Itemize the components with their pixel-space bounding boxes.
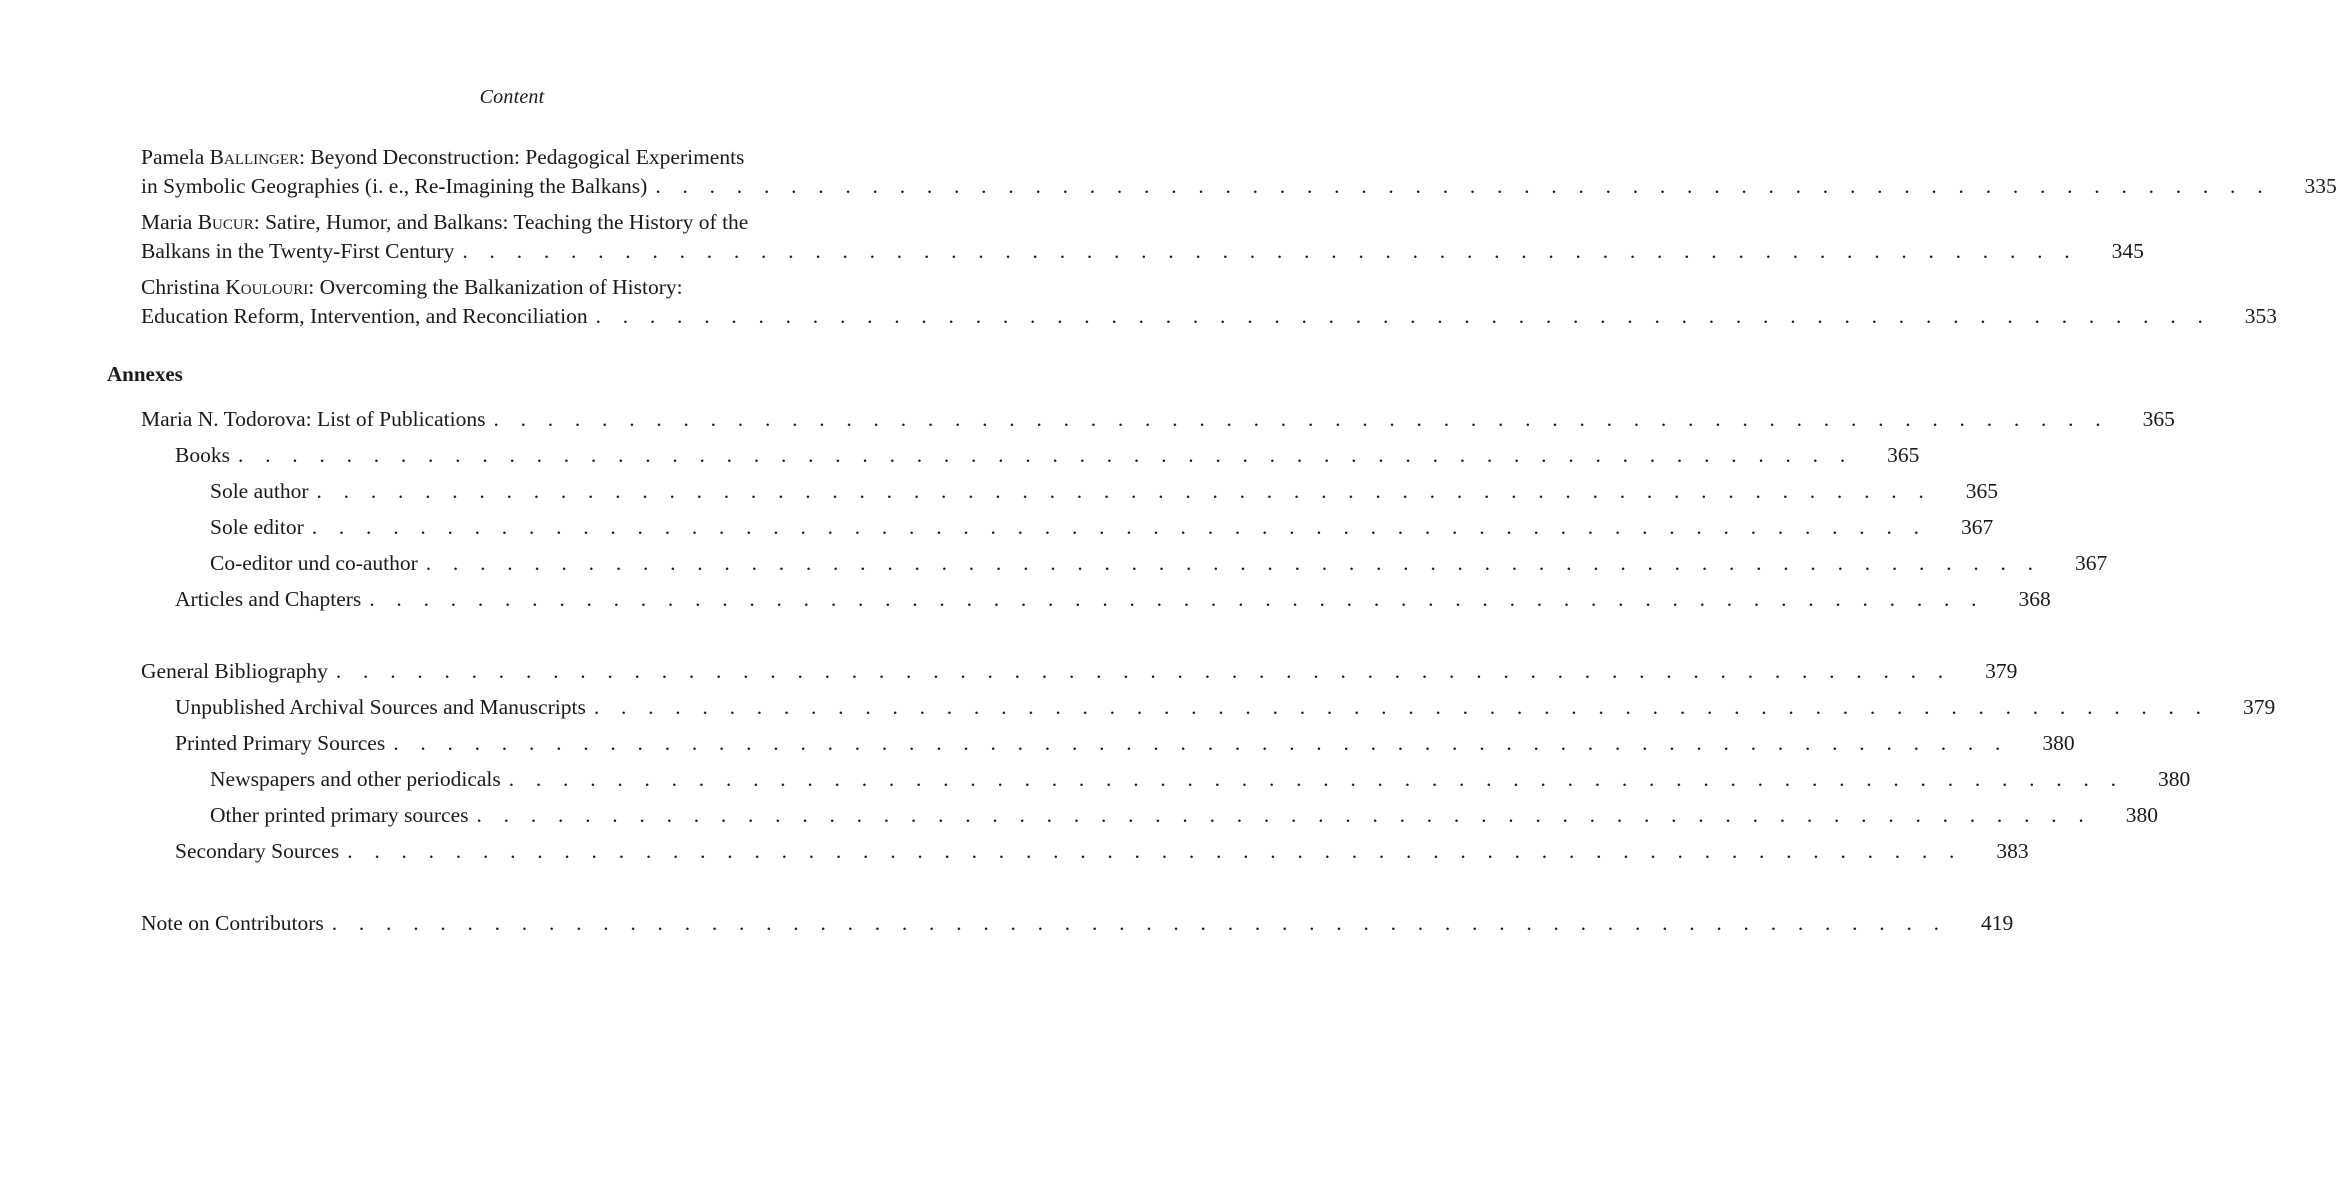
toc-entry-printed-primary[interactable]	[175, 729, 2075, 758]
entry-label: Co-editor und co-author	[210, 551, 418, 575]
dot-leaders: . . . . . . . . . . . . . . . . . . . . . . . . . . . . . . . . . . . . . . . . . . . . . . . . . . . . . . . . . . . .	[311, 515, 1928, 539]
toc-entry-books[interactable]	[175, 441, 1920, 470]
page-number: 380	[2157, 767, 2191, 791]
dot-leaders: . . . . . . . . . . . . . . . . . . . . . . . . . . . . . . . . . . . . . . . . . . . . . . . . . . . . . . . . . . . .	[237, 443, 1854, 467]
dot-leaders: . . . . . . . . . . . . . . . . . . . . . . . . . . . . . . . . . . . . . . . . . . . . . . . . . . . . . . . . . . . .	[655, 174, 2271, 198]
dot-leaders: . . . . . . . . . . . . . . . . . . . . . . . . . . . . . . . . . . . . . . . . . . . . . . . . . . . . . . . . . . . .	[508, 767, 2125, 791]
toc-entry-archival-sources[interactable]	[175, 693, 2276, 722]
entry-label: Books	[175, 443, 230, 467]
page-number: 379	[1985, 659, 2018, 683]
entry-title-line: Christina Koulouri: Overcoming the Balkanization of History:	[141, 275, 683, 299]
page-number: 365	[2142, 407, 2175, 431]
page-number: 353	[2244, 304, 2278, 328]
entry-title-line: in Symbolic Geographies (i. e., Re-Imagining the Balkans)	[141, 174, 648, 198]
dot-leaders: . . . . . . . . . . . . . . . . . . . . . . . . . . . . . . . . . . . . . . . . . . . . . . . . . . . . . . . . . . . .	[335, 659, 1952, 683]
toc-entry-co-editor[interactable]	[210, 549, 2108, 578]
toc-entry-koulouri[interactable]	[141, 273, 2278, 331]
dot-leaders: . . . . . . . . . . . . . . . . . . . . . . . . . . . . . . . . . . . . . . . . . . . . . . . . . . . . . . . . . . . .	[347, 839, 1963, 863]
toc-entry-newspapers[interactable]	[210, 765, 2191, 794]
toc-entry-ballinger[interactable]	[141, 143, 2337, 201]
entry-label: Printed Primary Sources	[175, 731, 386, 755]
entry-label: Sole editor	[210, 515, 304, 539]
toc-entry-sole-author[interactable]	[210, 477, 1998, 506]
entry-label: Sole author	[210, 479, 309, 503]
dot-leaders: . . . . . . . . . . . . . . . . . . . . . . . . . . . . . . . . . . . . . . . . . . . . . . . . . . . . . . . . . . . .	[462, 239, 2078, 263]
dot-leaders: . . . . . . . . . . . . . . . . . . . . . . . . . . . . . . . . . . . . . . . . . . . . . . . . . . . . . . . . . . . .	[331, 911, 1948, 935]
page-number: 367	[2074, 551, 2108, 575]
author-surname: Koulouri	[225, 275, 309, 299]
running-head: Content	[479, 86, 545, 108]
dot-leaders: . . . . . . . . . . . . . . . . . . . . . . . . . . . . . . . . . . . . . . . . . . . . . . . . . . . . . . . . . . . .	[425, 551, 2042, 575]
toc-entry-publications[interactable]	[141, 405, 2175, 434]
page-number: 335	[2304, 174, 2337, 198]
dot-leaders: . . . . . . . . . . . . . . . . . . . . . . . . . . . . . . . . . . . . . . . . . . . . . . . . . . . . . . . . . . . .	[593, 695, 2210, 719]
dot-leaders: . . . . . . . . . . . . . . . . . . . . . . . . . . . . . . . . . . . . . . . . . . . . . . . . . . . . . . . . . . . .	[595, 304, 2212, 328]
dot-leaders: . . . . . . . . . . . . . . . . . . . . . . . . . . . . . . . . . . . . . . . . . . . . . . . . . . . . . . . . . . . .	[369, 587, 1985, 611]
annexes-heading: Annexes	[107, 362, 183, 386]
entry-title-line: Maria Bucur: Satire, Humor, and Balkans: Teaching the History of the	[141, 210, 749, 234]
dot-leaders: . . . . . . . . . . . . . . . . . . . . . . . . . . . . . . . . . . . . . . . . . . . . . . . . . . . . . . . . . . . .	[476, 803, 2092, 827]
dot-leaders: . . . . . . . . . . . . . . . . . . . . . . . . . . . . . . . . . . . . . . . . . . . . . . . . . . . . . . . . . . . .	[393, 731, 2009, 755]
author-surname: Bucur	[197, 210, 254, 234]
toc-entry-other-printed[interactable]	[210, 801, 2158, 830]
entry-label: Unpublished Archival Sources and Manuscripts	[175, 695, 586, 719]
entry-label: Newspapers and other periodicals	[210, 767, 501, 791]
page-number: 380	[2125, 803, 2158, 827]
entry-label: Articles and Chapters	[175, 587, 362, 611]
entry-label: Note on Contributors	[141, 911, 324, 935]
entry-label: Other printed primary sources	[210, 803, 469, 827]
page-number: 380	[2042, 731, 2075, 755]
entry-label: General Bibliography	[141, 659, 328, 683]
page-number: 367	[1960, 515, 1994, 539]
author-surname: Ballinger	[209, 145, 299, 169]
page-number: 345	[2111, 239, 2144, 263]
page-number: 419	[1980, 911, 2014, 935]
page-number: 383	[1996, 839, 2029, 863]
entry-label: Secondary Sources	[175, 839, 340, 863]
toc-entry-sole-editor[interactable]	[210, 513, 1994, 542]
dot-leaders: . . . . . . . . . . . . . . . . . . . . . . . . . . . . . . . . . . . . . . . . . . . . . . . . . . . . . . . . . . . .	[316, 479, 1932, 503]
page-number: 368	[2018, 587, 2051, 611]
page-number: 365	[1965, 479, 1998, 503]
toc-entry-articles[interactable]	[175, 585, 2051, 614]
page-number: 365	[1887, 443, 1920, 467]
toc-entry-bucur[interactable]	[141, 208, 2144, 266]
dot-leaders: . . . . . . . . . . . . . . . . . . . . . . . . . . . . . . . . . . . . . . . . . . . . . . . . . . . . . . . . . . . .	[493, 407, 2109, 431]
page-number: 379	[2243, 695, 2276, 719]
toc-entry-contributors[interactable]	[141, 909, 2014, 938]
entry-title-line: Pamela Ballinger: Beyond Deconstruction: Pedagogical Experiments	[141, 145, 745, 169]
toc-entry-secondary-sources[interactable]	[175, 837, 2029, 866]
toc-entry-general-bibliography[interactable]	[141, 657, 2018, 686]
entry-label: Maria N. Todorova: List of Publications	[141, 407, 486, 431]
entry-title-line: Balkans in the Twenty-First Century	[141, 239, 455, 263]
entry-title-line: Education Reform, Intervention, and Reconciliation	[141, 304, 588, 328]
